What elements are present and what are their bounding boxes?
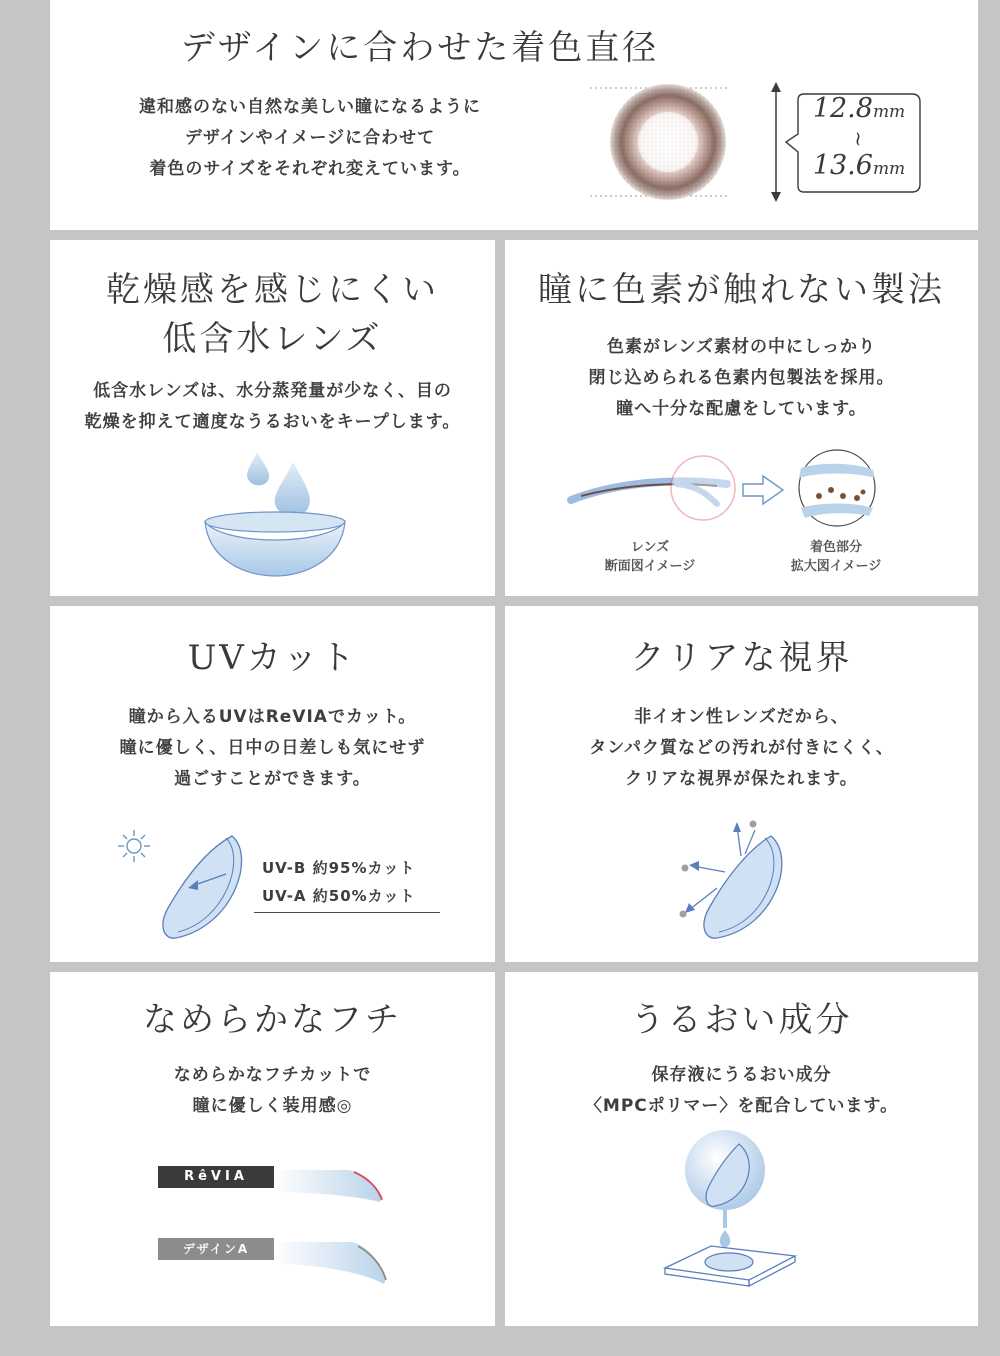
size-unit: mm xyxy=(872,159,906,179)
uv-desc-line: 瞳に優しく、日中の日差しも気にせず xyxy=(119,738,426,758)
caption-line: レンズ xyxy=(630,540,670,555)
uv-title: UVカット xyxy=(187,638,358,678)
low-water-card xyxy=(50,240,495,596)
clear-vision-card xyxy=(505,606,978,962)
uv-lens-illustration xyxy=(106,816,256,946)
uva-rate: UV-A 約50%カット xyxy=(262,887,416,905)
size-tilde: ~ xyxy=(847,130,871,148)
pigment-cross-section-illustration xyxy=(567,448,887,528)
moisture-description xyxy=(505,1060,978,1122)
moisture-card xyxy=(505,972,978,1326)
low-water-title-line: 乾燥感を感じにくい xyxy=(106,270,439,310)
low-water-description xyxy=(50,376,495,438)
revia-label: RêVIA xyxy=(158,1166,274,1188)
caption-line: 断面図イメージ xyxy=(604,559,696,574)
diameter-title: デザインに合わせた着色直径 xyxy=(180,28,660,68)
low-water-desc-line: 乾燥を抑えて適度なうるおいをキープします。 xyxy=(84,412,461,432)
pigment-desc-line: 色素がレンズ素材の中にしっかり xyxy=(606,337,877,357)
size-to: 13.6 xyxy=(812,150,873,181)
low-water-title xyxy=(50,266,495,365)
low-water-title-line: 低含水レンズ xyxy=(162,319,383,360)
lens-water-drop-illustration xyxy=(195,448,355,584)
clear-vision-title: クリアな視界 xyxy=(630,638,853,678)
diameter-desc-line: デザインやイメージに合わせて xyxy=(184,128,436,148)
clear-desc-line: 非イオン性レンズだから、 xyxy=(634,707,849,727)
uv-description xyxy=(50,702,495,795)
smooth-edge-description xyxy=(50,1060,495,1122)
smooth-edge-title: なめらかなフチ xyxy=(143,1000,402,1040)
moist-desc-line: 〈MPCポリマー〉を配合しています。 xyxy=(584,1096,899,1116)
edge-comparison-illustration xyxy=(158,1166,398,1292)
sun-icon xyxy=(118,830,150,862)
caption-line: 拡大図イメージ xyxy=(790,559,882,574)
smooth-edge-card xyxy=(50,972,495,1326)
size-from: 12.8 xyxy=(812,93,873,124)
moist-desc-line: 保存液にうるおい成分 xyxy=(651,1065,832,1085)
uv-desc-line: 過ごすことができます。 xyxy=(174,769,371,789)
uv-card xyxy=(50,606,495,962)
pigment-description xyxy=(505,332,978,425)
design-a-label: デザインA xyxy=(158,1238,274,1260)
uv-desc-line: 瞳から入るUVはReVIAでカット。 xyxy=(128,707,417,727)
caption-colored-part xyxy=(771,538,901,576)
edge-desc-line: 瞳に優しく装用感◎ xyxy=(192,1096,353,1116)
moisture-title: うるおい成分 xyxy=(630,1000,853,1040)
diameter-description xyxy=(80,92,540,185)
clear-vision-description xyxy=(505,702,978,795)
caption-line: 着色部分 xyxy=(809,540,862,555)
diameter-card xyxy=(50,0,978,230)
caption-cross-section xyxy=(585,538,715,576)
uv-rates xyxy=(254,854,440,913)
clear-desc-line: クリアな視界が保たれます。 xyxy=(625,769,858,789)
size-range-label xyxy=(798,92,920,186)
pigment-card xyxy=(505,240,978,596)
edge-desc-line: なめらかなフチカットで xyxy=(173,1065,372,1085)
low-water-desc-line: 低含水レンズは、水分蒸発量が少なく、目の xyxy=(93,381,452,401)
uvb-rate: UV-B 約95%カット xyxy=(262,859,416,877)
dirt-repel-lens-illustration xyxy=(675,812,795,952)
diameter-desc-line: 違和感のない自然な美しい瞳になるように xyxy=(139,97,481,117)
diameter-desc-line: 着色のサイズをそれぞれ変えています。 xyxy=(149,159,471,179)
pigment-title: 瞳に色素が触れない製法 xyxy=(538,270,945,310)
pigment-desc-line: 瞳へ十分な配慮をしています。 xyxy=(616,399,867,419)
clear-desc-line: タンパク質などの汚れが付きにくく、 xyxy=(589,738,894,758)
lens-case-droplet-illustration xyxy=(655,1130,805,1306)
pigment-desc-line: 閉じ込められる色素内包製法を採用。 xyxy=(588,368,895,388)
size-unit: mm xyxy=(872,102,906,122)
